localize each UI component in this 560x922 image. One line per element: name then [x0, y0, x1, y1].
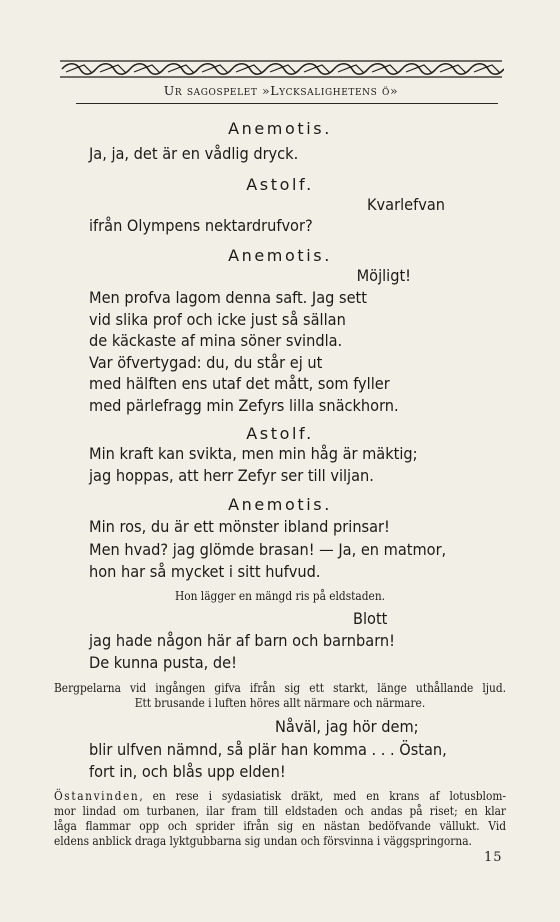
speaker-name: Astolf.	[246, 175, 314, 194]
stage-direction-final-line: eldens anblick draga lyktgubbarna sig undan och försvinna i väggspringorna.	[54, 834, 472, 848]
verse-line: Men profva lagom denna saft. Jag sett	[89, 288, 367, 307]
running-head-part2: »Lycksalighetens ö»	[262, 83, 399, 98]
verse-line: fort in, och blås upp elden!	[89, 762, 286, 781]
running-head	[58, 83, 504, 105]
verse-line: De kunna pusta, de!	[89, 653, 237, 672]
verse-line: Men hvad? jag glömde brasan! — Ja, en matmor,	[89, 540, 447, 559]
verse-line: Nåväl, jag hör dem;	[275, 717, 419, 736]
header-rule	[76, 103, 498, 104]
verse-line: vid slika prof och icke just så sällan	[89, 310, 346, 329]
verse-line: Möjligt!	[356, 266, 411, 285]
verse-line: jag hoppas, att herr Zefyr ser till viljan.	[89, 466, 374, 485]
verse-line: Kvarlefvan	[367, 195, 445, 214]
decorative-ornament-band	[58, 58, 504, 80]
verse-line: jag hade någon här af barn och barnbarn!	[89, 631, 395, 650]
speaker-name: Anemotis.	[228, 495, 332, 514]
stage-text: , en rese i sydasiatisk dräkt, med en krans af lotusblom-	[139, 789, 506, 803]
verse-line: Min ros, du är ett mönster ibland prinsar!	[89, 517, 390, 536]
verse-line: hon har så mycket i sitt hufvud.	[89, 562, 321, 581]
stage-direction-final-line: låga flammar opp och sprider ifrån sig en nästan bedöfvande vällukt. Vid	[54, 819, 506, 833]
verse-line: de käckaste af mina söner svindla.	[89, 331, 343, 350]
character-name: Östanvinden	[54, 789, 140, 803]
verse-line: Ja, ja, det är en vådlig dryck.	[89, 144, 299, 163]
page-number: 15	[484, 850, 503, 865]
verse-line: Blott	[353, 609, 388, 628]
stage-direction: Bergpelarna vid ingången gifva ifrån sig ett starkt, länge uthållande ljud.	[54, 681, 506, 695]
stage-direction-final-line: mor lindad om turbanen, ilar fram till eldstaden och andas på riset; en klar	[54, 804, 506, 818]
stage-direction-final-line	[54, 789, 506, 804]
stage-direction: Ett brusande i luften höres allt närmare och närmare.	[134, 696, 426, 710]
speaker-name: Anemotis.	[228, 246, 332, 265]
verse-line: ifrån Olympens nektardrufvor?	[89, 216, 313, 235]
speaker-name: Astolf.	[246, 424, 314, 443]
verse-line: med hälften ens utaf det mått, som fyller	[89, 374, 390, 393]
running-head-part1: Ur sagospelet	[163, 83, 258, 98]
verse-line: blir ulfven nämnd, så plär han komma . . . Östan,	[89, 740, 447, 759]
verse-line: Var öfvertygad: du, du står ej ut	[89, 353, 323, 372]
verse-line: Min kraft kan svikta, men min håg är mäktig;	[89, 444, 418, 463]
verse-line: med pärlefragg min Zefyrs lilla snäckhorn.	[89, 396, 399, 415]
speaker-name: Anemotis.	[228, 119, 332, 138]
stage-direction: Hon lägger en mängd ris på eldstaden.	[174, 589, 386, 603]
